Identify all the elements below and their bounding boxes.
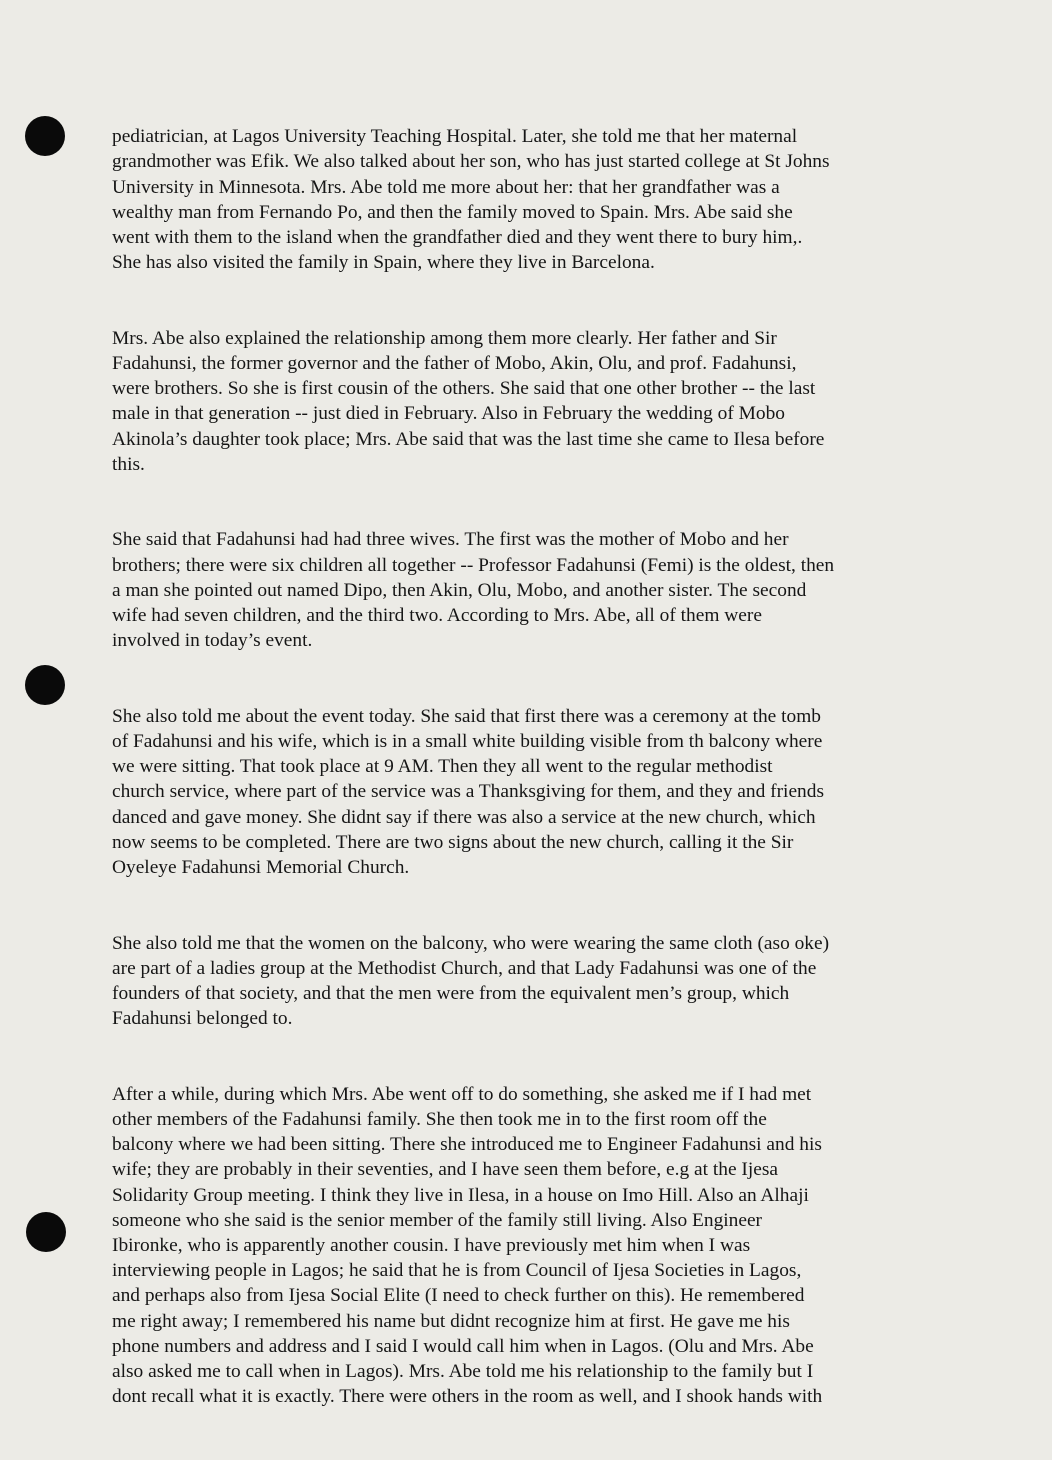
- paragraph-2: Mrs. Abe also explained the relationship among them more clearly. Her father and Sir Fadahunsi, the former governor and the father of Mobo, Akin, Olu, and prof. Fadahunsi, were brothers. So she is first cousin of the others. She said that one other brother -- the last male in that generation -- just died in February. Also in February the wedding of Mobo Akinola’s daughter took place; Mrs. Abe said that was the last time she came to Ilesa before this.: [112, 327, 825, 475]
- paragraph-5: She also told me that the women on the balcony, who were wearing the same cloth (aso oke) are part of a ladies group at the Methodist Church, and that Lady Fadahunsi was one of the founders of that society, and that the men were from the equivalent men’s group, which Fadahunsi belonged to.: [112, 932, 830, 1030]
- punch-hole-bottom: [26, 1212, 66, 1252]
- punch-hole-top: [25, 116, 65, 156]
- paragraph-6: After a while, during which Mrs. Abe went off to do something, she asked me if I had met other members of the Fadahunsi family. She then took me in to the first room off the balcony where we had been sitting. There she introduced me to Engineer Fadahunsi and his wife; they are probably in their seventies, and I have seen them before, e.g at the Ijesa Solidarity Group meeting. I think they live in Ilesa, in a house on Imo Hill. Also an Alhaji someone who she said is the senior member of the family still living. Also Engineer Ibironke, who is apparently another cousin. I have previously met him when I was interviewing people in Lagos; he said that he is from Council of Ijesa Societies in Lagos, and perhaps also from Ijesa Social Elite (I need to check further on this). He remembered me right away; I remembered his name but didnt recognize him at first. He gave me his phone numbers and address and I said I would call him when in Lagos. (Olu and Mrs. Abe also asked me to call when in Lagos). Mrs. Abe told me his relationship to the family but I dont recall what it is exactly. There were others in the room as well, and I shook hands with: [112, 1083, 823, 1408]
- paragraph-1: pediatrician, at Lagos University Teaching Hospital. Later, she told me that her maternal grandmother was Efik. We also talked about her son, who has just started college at St Johns University in Minnesota. Mrs. Abe told me more about her: that her grandfather was a wealthy man from Fernando Po, and then the family moved to Spain. Mrs. Abe said she went with them to the island when the grandfather died and they went there to bury him,. She has also visited the family in Spain, where they live in Barcelona.: [112, 126, 830, 274]
- document-body: [112, 99, 942, 1460]
- paragraph-4: She also told me about the event today. She said that first there was a ceremony at the tomb of Fadahunsi and his wife, which is in a small white building visible from th balcony where we were sitting. That took place at 9 AM. Then they all went to the regular methodist church service, where part of the service was a Thanksgiving for them, and they and friends danced and gave money. She didnt say if there was also a service at the new church, which now seems to be completed. There are two signs about the new church, calling it the Sir Oyeleye Fadahunsi Memorial Church.: [112, 705, 824, 879]
- punch-hole-middle: [25, 665, 65, 705]
- paragraph-3: She said that Fadahunsi had had three wives. The first was the mother of Mobo and her brothers; there were six children all together -- Professor Fadahunsi (Femi) is the oldest, then a man she pointed out named Dipo, then Akin, Olu, Mobo, and another sister. The second wife had seven children, and the third two. According to Mrs. Abe, all of them were involved in today’s event.: [112, 529, 835, 652]
